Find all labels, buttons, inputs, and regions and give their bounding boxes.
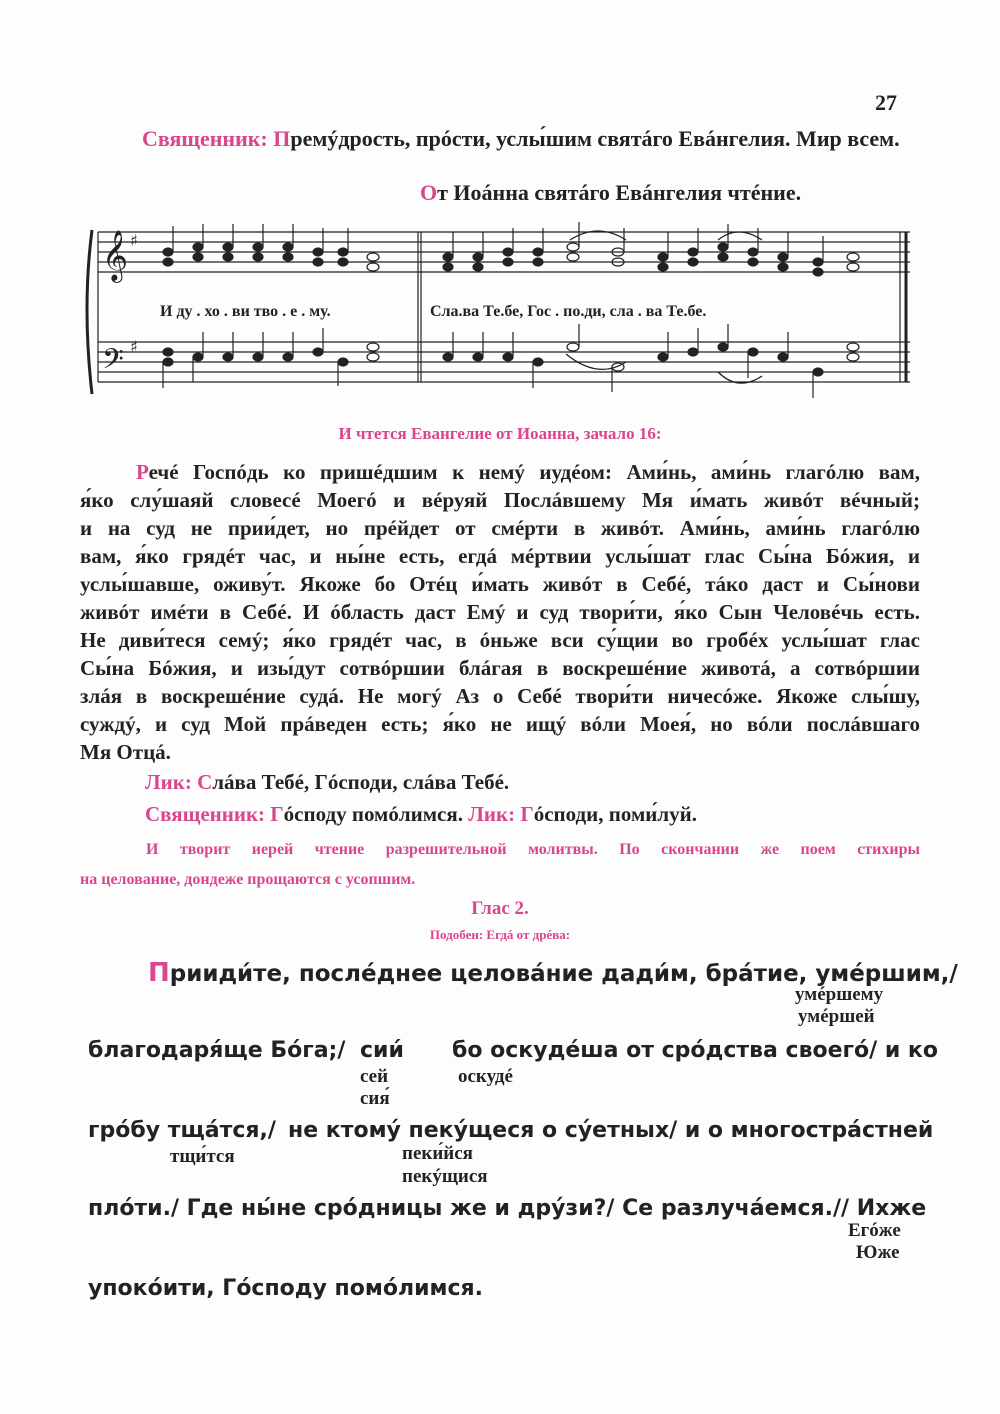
gospel-line: я́ко слу́шаяй словесé Моегó и вéруяй Послáвшему Мя и́мать живóт вéчный; — [80, 488, 920, 512]
variant-word: сей — [360, 1066, 389, 1087]
stichera-line-2c: бо оскудéша от срóдства своегó/ и ко — [452, 1038, 938, 1063]
treble-notes — [443, 222, 859, 276]
bass-notes — [163, 328, 379, 388]
speaker-label: Лик: — [145, 770, 192, 794]
drop-letter: П — [273, 126, 291, 151]
podoben-heading: Подобен: Егдá от дрéва: — [429, 927, 571, 942]
reading-heading: И чтется Евангелие от Иоанна, зачало 16: — [338, 424, 662, 443]
stichera-line-5: упокóити, Гóсподу помóлимся. — [88, 1276, 484, 1301]
variant-word: пеки́йся — [402, 1143, 473, 1164]
lyrics-measure-2: Сла.ва Те.бе, Гос . по.ди, сла . ва Те.бе. — [430, 303, 707, 320]
key-sharp-icon: ♯ — [130, 231, 138, 250]
gospel-line: суждý, и суд Мой прáведен есть; я́ко не ищý вóли Моея́, но вóли послáвшаго — [80, 712, 920, 736]
stichera-line-4: плóти./ Где ны́не срóдницы же и дрýзи?/ Се разлучáемся.// Ихже — [88, 1196, 927, 1221]
variant-word: тщи́тся — [170, 1146, 235, 1167]
drop-letter: С — [197, 770, 213, 794]
gospel-line: Сы́на Бóжия, и изы́дут сотвóршии блáгая в воскрешéние животá, а сотвóршии — [80, 656, 920, 680]
intro-text: ремýдрость, прóсти, услы́шим святáго Евáнгелия. Мир всем. — [290, 126, 900, 151]
variant-word: сия́ — [360, 1088, 390, 1109]
variant-word: оскудé — [458, 1066, 513, 1087]
gospel-line: услы́шавше, оживу́т. Якоже бо Отéц и́мать живóт в Себé, тáко даст и Сы́нови — [80, 572, 920, 596]
variant-word: Егóже — [848, 1220, 901, 1241]
variant-word: Юже — [856, 1242, 900, 1263]
variant-word: пекýщися — [402, 1166, 488, 1187]
drop-letter: Г — [270, 802, 284, 826]
variant-word: умéршему — [795, 984, 884, 1005]
drop-letter: О — [420, 180, 438, 205]
page-number: 27 — [875, 90, 897, 115]
bass-clef-icon: 𝄢 — [102, 343, 124, 383]
gospel-line: живóт имéти в Себé. И óбласть даст Емý и суд твори́ти, я́ко Сын Человéчь есть. — [80, 600, 920, 624]
stichera-line-1: Прииди́те, послéднее целовáние дади́м, брáтие, умéршим,/ — [148, 958, 958, 988]
stichera-line-3b: не ктомý пекýщеся о сýетных/ и о многострáстней — [288, 1118, 934, 1143]
bass-notes — [443, 324, 859, 398]
treble-notes — [163, 224, 379, 271]
lyrics-measure-1: И ду . хо . ви тво . е . му. — [160, 303, 331, 320]
gospel-line: и на суд не прии́дет, но прéйдет от смéрти в живóт. Ами́нь, ами́нь глагóлю — [80, 516, 920, 540]
key-sharp-icon: ♯ — [130, 337, 138, 356]
music-score — [78, 212, 918, 412]
treble-clef-icon: 𝄞 — [102, 230, 129, 281]
stichera-line-2b: сии́ — [360, 1038, 404, 1063]
variant-word: умéршей — [798, 1006, 875, 1027]
gospel-line: вам, я́ко грядéт час, и ны́не есть, егдá мéртвии услы́шат глас Сы́на Бóжия, и — [80, 544, 920, 568]
tone-heading: Глас 2. — [471, 898, 529, 919]
rubric-line: на целование, дондеже прощаются с усопшим. — [80, 871, 416, 888]
drop-letter: П — [148, 958, 170, 988]
gospel-line: злáя в воскрешéние судá. Не могý Аз о Себé твори́ти ничесóже. Якоже слы́шу, — [80, 684, 920, 708]
gospel-announcement-text: т Иоáнна святáго Евáнгелия чтéние. — [437, 180, 802, 205]
intro-paragraph — [90, 122, 910, 156]
speaker-label: Священник: — [142, 126, 268, 151]
speaker-label: Священник: — [145, 802, 266, 826]
stichera-line-2a: благодаря́ще Бóга;/ — [88, 1038, 346, 1063]
drop-letter: Р — [136, 460, 149, 484]
rubric-line: И творит иерей чтение разрешительной молитвы. По скончании же поем стихиры — [146, 841, 920, 858]
gospel-text — [80, 458, 920, 766]
response-2: Священник: Гóсподу помóлимся. Лик: Гóсподи, поми́луй. — [145, 802, 697, 826]
gospel-announcement — [420, 180, 801, 206]
response-1: Лик: Слáва Тебé, Гóсподи, слáва Тебé. — [145, 770, 510, 794]
gospel-line: Мя Отцá. — [80, 740, 171, 764]
speaker-label: Лик: — [468, 802, 516, 826]
drop-letter: Г — [520, 802, 534, 826]
gospel-line: Не диви́теся семý; я́ко грядéт час, в óньже вси су́щии во гробéх услы́шат глас — [80, 628, 920, 652]
stichera-line-3a: грóбу тщáтся,/ — [88, 1118, 276, 1143]
rubric — [80, 835, 920, 895]
gospel-line: Речé Госпóдь ко пришéдшим к немý иудéом: Ами́нь, ами́нь глагóлю вам, — [136, 460, 920, 484]
